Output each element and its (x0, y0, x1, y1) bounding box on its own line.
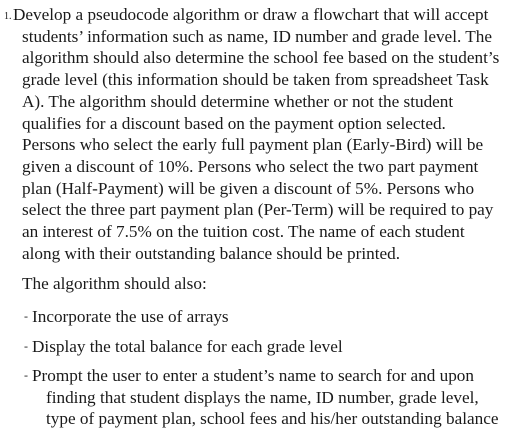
requirement-bullet (24, 306, 229, 328)
paragraph-line: grade level (this information should be taken from spreadsheet Task (22, 70, 489, 90)
paragraph-line: qualifies for a discount based on the payment option selected. (22, 113, 446, 133)
bullet-text: Prompt the user to enter a student’s name to search for and upon (32, 366, 474, 385)
requirement-bullet (24, 365, 498, 430)
question-paragraph (13, 4, 508, 264)
requirements-intro: The algorithm should also: (22, 274, 207, 293)
bullet-dash: - (24, 339, 28, 353)
paragraph-line: Persons who select the early full payment plan (Early-Bird) will be (22, 135, 484, 155)
bullet-text: Display the total balance for each grade level (32, 337, 343, 356)
bullet-text-continued: finding that student displays the name, ID number, grade level, (46, 387, 479, 407)
question-number: 1. (4, 11, 12, 22)
paragraph-line: select the three part payment plan (Per-Term) will be required to pay (22, 200, 494, 220)
bullet-dash: - (24, 309, 28, 323)
paragraph-line: given a discount of 10%. Persons who select the two part payment (22, 156, 479, 176)
requirement-bullet (24, 336, 343, 358)
paragraph-line: plan (Half-Payment) will be given a discount of 5%. Persons who (22, 178, 475, 198)
paragraph-line: along with their outstanding balance should be printed. (22, 243, 401, 263)
paragraph-line: A). The algorithm should determine whether or not the student (22, 91, 454, 111)
paragraph-line: Develop a pseudocode algorithm or draw a flowchart that will accept (13, 5, 489, 24)
bullet-dash: - (24, 368, 28, 382)
paragraph-line: students’ information such as name, ID number and grade level. The (22, 26, 492, 46)
bullet-text: Incorporate the use of arrays (32, 307, 229, 326)
paragraph-line: algorithm should also determine the school fee based on the student’s (22, 48, 500, 68)
paragraph-line: an interest of 7.5% on the tuition cost. The name of each student (22, 222, 465, 242)
bullet-text-continued: type of payment plan, school fees and his/her outstanding balance (46, 409, 499, 429)
